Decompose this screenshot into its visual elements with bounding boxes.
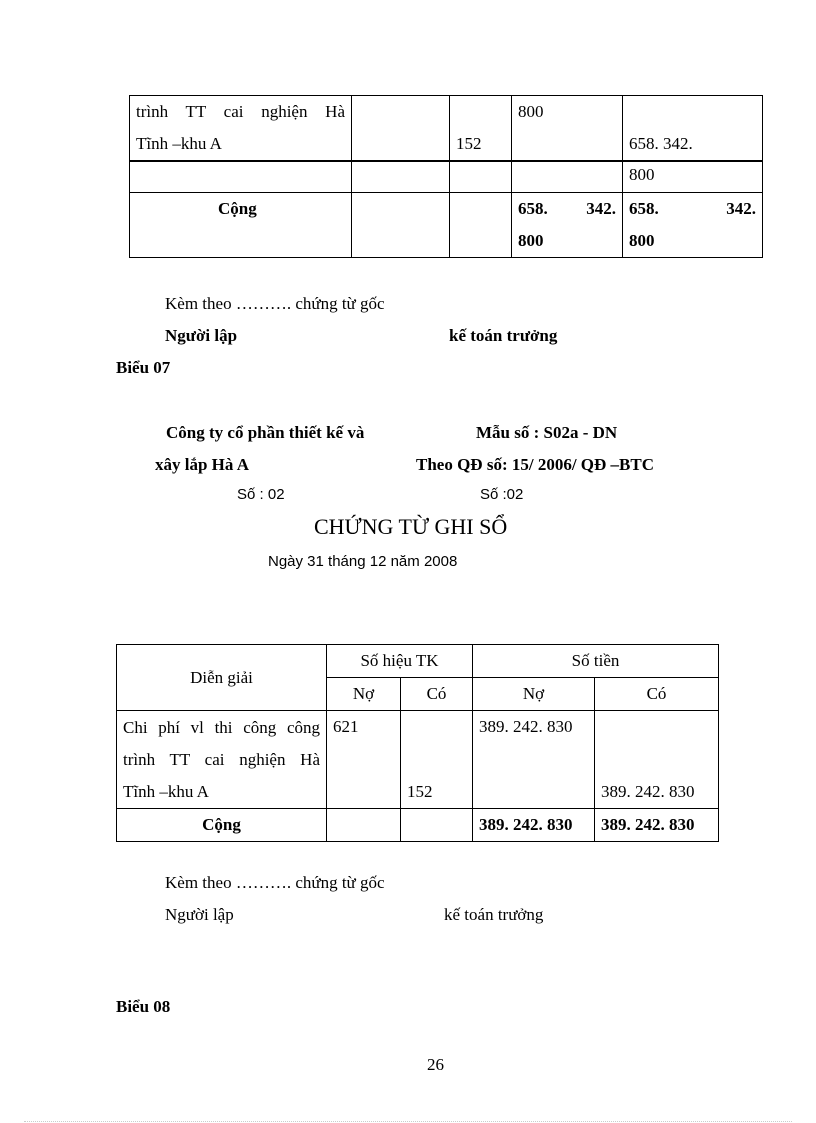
chief-accountant-label: kế toán trưởng [449, 326, 558, 345]
total-debit-cell: 658. 342. 800 [512, 193, 623, 258]
table-row [130, 161, 763, 193]
debit-amount-cell [512, 161, 623, 193]
company-name: Công ty cổ phần thiết kế và [166, 423, 365, 442]
description-cell: Chi phí vl thi công công trình TT cai nghiện Hà Tĩnh –khu A [117, 711, 327, 809]
total-debit-cell: 389. 242. 830 [473, 809, 595, 842]
exhibit-label: Biểu 07 [116, 358, 171, 377]
page-title: CHỨNG TỪ GHI SỔ [314, 514, 508, 539]
table-row-total [117, 809, 719, 842]
debit-account-cell: 621 [327, 711, 401, 809]
attachments-note: Kèm theo ………. chứng từ gốc [165, 294, 385, 313]
debit-amount-cell: 389. 242. 830 [473, 711, 595, 809]
header-credit-amount: Có [595, 678, 719, 711]
table-header-row [117, 645, 719, 678]
exhibit-label-2: Biểu 08 [116, 997, 171, 1016]
description-cell: trình TT cai nghiện Hà Tĩnh –khu A [130, 96, 352, 162]
credit-amount-cell: 389. 242. 830 [595, 711, 719, 809]
description-cell [130, 161, 352, 193]
debit-account-cell [352, 193, 450, 258]
debit-amount-cell: 800 [512, 96, 623, 162]
header-credit-account: Có [401, 678, 473, 711]
credit-account-cell: 152 [401, 711, 473, 809]
total-label-cell: Cộng [130, 193, 352, 258]
credit-account-cell: 152 [450, 96, 512, 162]
credit-account-cell [450, 193, 512, 258]
attachments-note-2: Kèm theo ………. chứng từ gốc [165, 873, 385, 892]
voucher-number-right: Số :02 [480, 486, 524, 503]
header-account-number: Số hiệu TK [327, 645, 473, 678]
total-credit-cell: 658. 342. 800 [623, 193, 763, 258]
preparer-label-2: Người lập [165, 905, 234, 924]
credit-amount-cell: 800 [623, 161, 763, 193]
ledger-table-continued [129, 95, 763, 258]
page-bottom-rule [24, 1121, 792, 1122]
voucher-table [116, 644, 719, 842]
debit-account-cell [327, 809, 401, 842]
document-date: Ngày 31 tháng 12 năm 2008 [268, 553, 458, 570]
company-name-line2: xây lắp Hà A [155, 455, 249, 474]
preparer-label: Người lập [165, 326, 238, 345]
credit-account-cell [401, 809, 473, 842]
header-amount: Số tiền [473, 645, 719, 678]
table-row-total [130, 193, 763, 258]
voucher-number-left: Số : 02 [237, 486, 285, 503]
page-number: 26 [427, 1055, 444, 1074]
credit-amount-cell: 658. 342. [623, 96, 763, 162]
total-credit-cell: 389. 242. 830 [595, 809, 719, 842]
header-debit-amount: Nợ [473, 678, 595, 711]
header-debit-account: Nợ [327, 678, 401, 711]
chief-accountant-label-2: kế toán trưởng [444, 905, 544, 924]
credit-account-cell [450, 161, 512, 193]
debit-account-cell [352, 161, 450, 193]
table-row [130, 96, 763, 162]
decision-number: Theo QĐ số: 15/ 2006/ QĐ –BTC [416, 455, 655, 474]
debit-account-cell [352, 96, 450, 162]
table-row [117, 711, 719, 809]
total-label-cell: Cộng [117, 809, 327, 842]
form-number: Mẫu số : S02a - DN [476, 423, 618, 442]
header-description: Diễn giải [117, 645, 327, 711]
